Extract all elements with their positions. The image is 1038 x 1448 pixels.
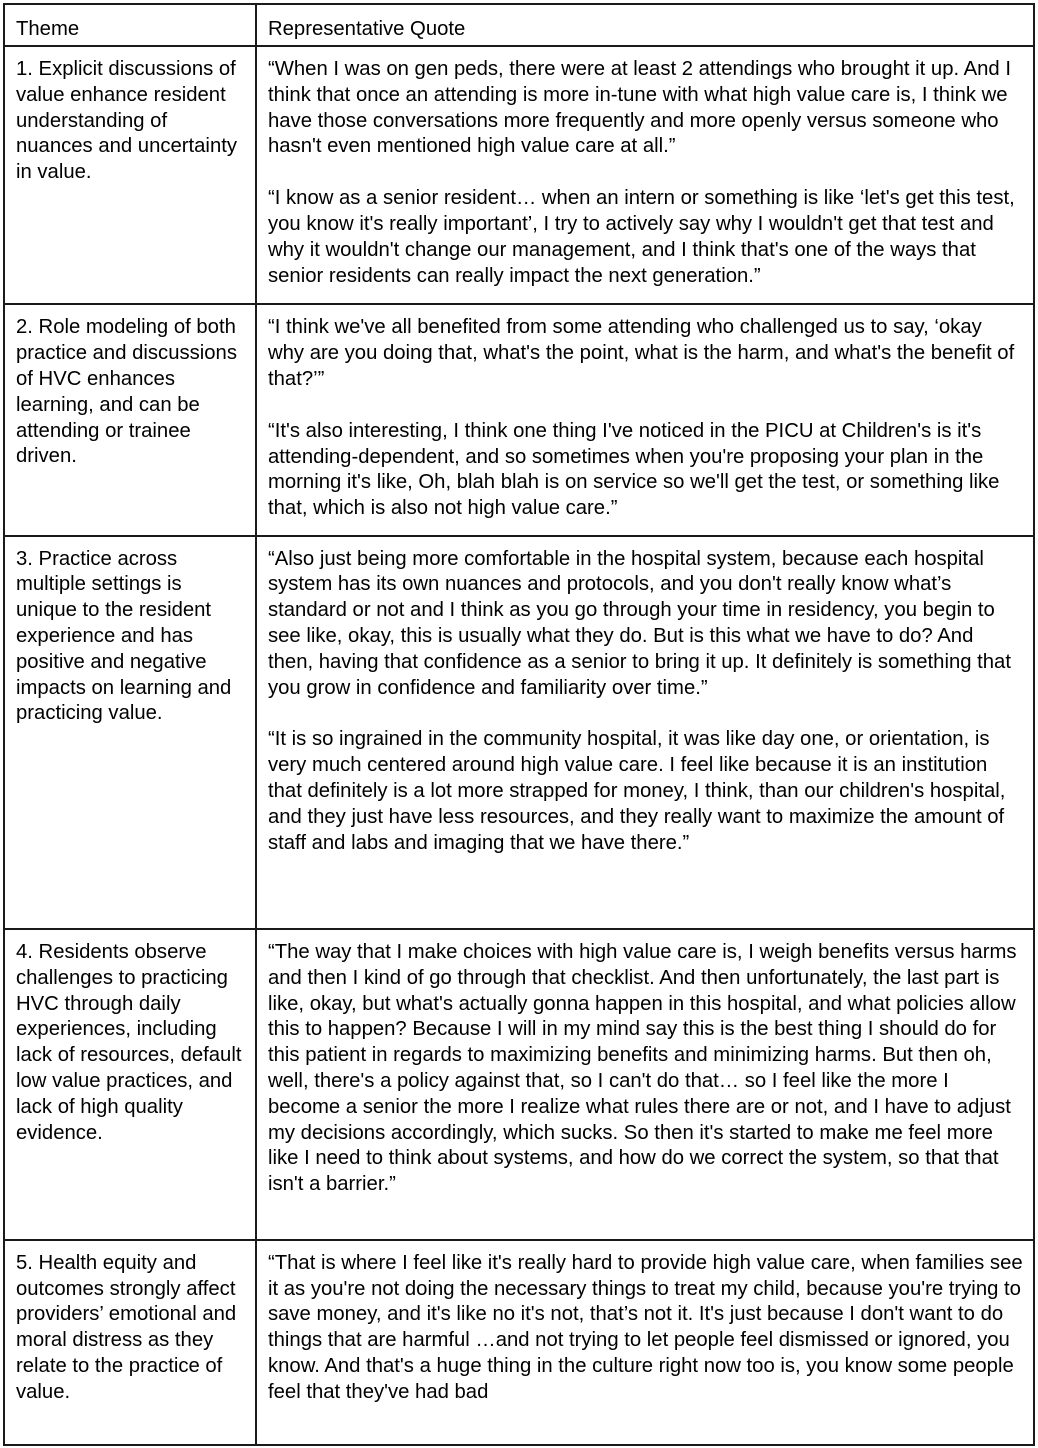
table-row: [4, 1240, 1034, 1445]
theme-cell: 5. Health equity and outcomes strongly affect providers’ emotional and moral distress as they relate to the practice of value.: [4, 1240, 256, 1445]
theme-column-header: Theme: [4, 4, 256, 46]
quote-text: “When I was on gen peds, there were at least 2 attendings who brought it up. And I think that once an attending is more in-tune with what high value care is, I think we have those conversations more frequently and more openly versus someone who hasn't even mentioned high value care at all.”: [268, 58, 1011, 158]
table-row: [4, 536, 1034, 929]
quote-text: “That is where I feel like it's really hard to provide high value care, when families see it as you're not doing the necessary things to treat my child, because you're trying to save money, and it's like no it's not, that’s not it. It's just because I don't want to do things that are harmful …and not trying to let people feel dismissed or ignored, you know. And that's a huge thing in the culture right now too is, you know some people feel that they've had bad: [268, 1251, 1023, 1403]
quote-text: “I know as a senior resident… when an intern or something is like ‘let's get this test, you know it's really important’, I try to actively say why I wouldn't get that test and why it wouldn't change our management, and I think that's one of the ways that senior residents can really impact the next generation.”: [268, 187, 1015, 287]
theme-cell: 4. Residents observe challenges to practicing HVC through daily experiences, including lack of resources, default low value practices, and lack of high quality evidence.: [4, 929, 256, 1240]
theme-cell: 3. Practice across multiple settings is unique to the resident experience and has positive and negative impacts on learning and practicing value.: [4, 536, 256, 929]
quote-text: “It's also interesting, I think one thing I've noticed in the PICU at Children's is it's attending-dependent, and so sometimes when you're proposing your plan in the morning it's like, Oh, blah blah is on service so we'll get the test, or something like that, which is also not high value care.”: [268, 419, 1000, 520]
quote-cell: [256, 1240, 1034, 1445]
quote-text: “Also just being more comfortable in the hospital system, because each hospital system has its own nuances and protocols, and you don't really know what’s standard or not and I think as you go through your time in residency, you begin to see like, okay, this is usually what they do. But is this what we have to do? And then, having that confidence as a senior to bring it up. It definitely is something that you grow in confidence and familiarity over time.”: [268, 547, 1011, 699]
themes-table-container: [3, 3, 1033, 1446]
quote-text: “It is so ingrained in the community hospital, it was like day one, or orientation, is very much centered around high value care. I feel like because it is an institution that definitely is a lot more strapped for money, I think, than our children's hospital, and they just have less resources, and they really want to maximize the amount of staff and labs and imaging that we have there.”: [268, 728, 1006, 854]
table-row: [4, 46, 1034, 304]
quote-text: “The way that I make choices with high value care is, I weigh benefits versus harms and then I kind of go through that checklist. And then unfortunately, the last part is like, okay, but what's actually gonna happen in this hospital, and what policies allow this to happen? Because I will in my mind say this is the best thing I should do for this patient in regards to maximizing benefits and minimizing harms. But then oh, well, there's a policy against that, so I can't do that… so I feel like the more I become a senior the more I realize what rules there are or not, and I have to adjust my decisions accordingly, which sucks. So then it's started to make me feel more like I need to think about systems, and how do we correct the system, so that that isn't a barrier.”: [268, 940, 1017, 1196]
quote-cell: [256, 46, 1034, 304]
table-header-row: [4, 4, 1034, 46]
themes-table: [3, 3, 1035, 1446]
quote-column-header: Representative Quote: [256, 4, 1034, 46]
table-row: [4, 304, 1034, 535]
quote-text: “I think we've all benefited from some attending who challenged us to say, ‘okay why are you doing that, what's the point, what is the harm, and what's the benefit of that?’”: [268, 316, 1015, 391]
quote-cell: [256, 304, 1034, 535]
theme-cell: 1. Explicit discussions of value enhance resident understanding of nuances and uncertainty in value.: [4, 46, 256, 304]
quote-cell: [256, 929, 1034, 1240]
theme-cell: 2. Role modeling of both practice and discussions of HVC enhances learning, and can be attending or trainee driven.: [4, 304, 256, 535]
quote-cell: [256, 536, 1034, 929]
table-row: [4, 929, 1034, 1240]
